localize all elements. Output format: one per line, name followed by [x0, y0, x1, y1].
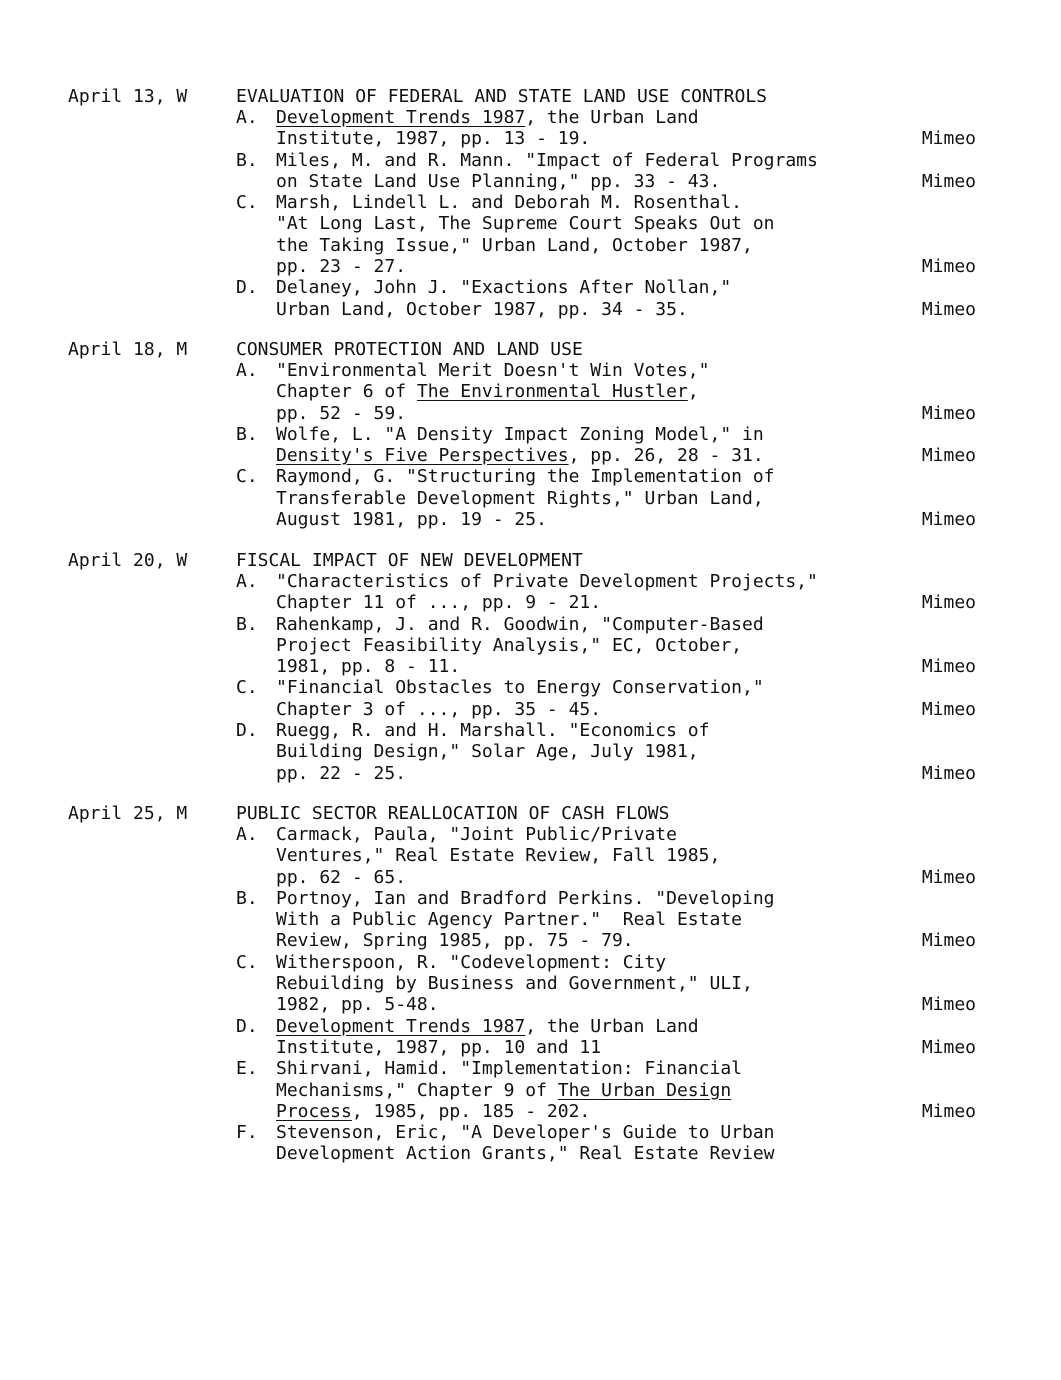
citation-line [276, 763, 896, 784]
item-letter: B. [236, 887, 258, 909]
citation-line [276, 614, 896, 635]
reading-list [236, 571, 976, 784]
citation-line [276, 403, 896, 424]
citation-line [276, 192, 896, 213]
reading-item [236, 424, 976, 467]
reading-item [236, 571, 976, 614]
citation-text: Chapter 11 of ..., pp. 9 - 21. [276, 592, 602, 614]
citation-text: , 1985, pp. 185 - 202. [351, 1100, 591, 1122]
item-citation [276, 360, 896, 424]
item-letter: A. [236, 824, 258, 845]
reading-item [236, 614, 976, 678]
citation-text: pp. 52 - 59. [276, 402, 407, 424]
underlined-title: Density's Five Perspectives [276, 445, 569, 467]
citation-line [276, 1122, 896, 1143]
citation-line [276, 445, 896, 466]
item-letter: B. [236, 149, 258, 171]
item-letter: B. [236, 423, 258, 445]
reading-item [236, 952, 976, 1016]
citation-text: Miles, M. and R. Mann. "Impact of Federal Programs [276, 149, 818, 171]
reading-list [236, 360, 976, 530]
citation-line [276, 235, 896, 256]
item-citation [276, 677, 896, 720]
item-citation [276, 192, 896, 277]
citation-line [276, 277, 896, 298]
citation-text: 1981, pp. 8 - 11. [276, 656, 461, 678]
item-letter: A. [236, 571, 258, 592]
item-citation [276, 107, 896, 150]
citation-text: pp. 22 - 25. [276, 762, 407, 784]
reading-item [236, 1058, 976, 1122]
item-letter: F. [236, 1122, 258, 1144]
citation-text: Shirvani, Hamid. "Implementation: Financial [276, 1058, 742, 1080]
citation-line [276, 994, 896, 1015]
reading-item [236, 150, 976, 193]
citation-text: on State Land Use Planning," pp. 33 - 43. [276, 170, 721, 192]
mimeo-note: Mimeo [921, 445, 976, 467]
citation-line [276, 509, 896, 530]
mimeo-note: Mimeo [921, 1036, 976, 1058]
item-letter: E. [236, 1058, 258, 1080]
citation-line [276, 824, 896, 845]
reading-item [236, 466, 976, 530]
session-title: FISCAL IMPACT OF NEW DEVELOPMENT [236, 550, 583, 571]
reading-item [236, 1122, 976, 1165]
citation-text: Witherspoon, R. "Codevelopment: City [276, 951, 667, 973]
citation-text: "Financial Obstacles to Energy Conservation," [276, 677, 764, 699]
item-letter: C. [236, 677, 258, 699]
citation-line [276, 150, 896, 171]
citation-text: the Taking Issue," Urban Land, October 1987, [276, 234, 753, 256]
reading-item [236, 277, 976, 320]
citation-text: Ventures," Real Estate Review, Fall 1985, [276, 845, 721, 867]
reading-item [236, 888, 976, 952]
underlined-title: The Environmental Hustler [416, 381, 688, 403]
citation-line [276, 867, 896, 888]
mimeo-note: Mimeo [921, 170, 976, 192]
item-citation [276, 1058, 896, 1122]
underlined-title: Process [276, 1100, 352, 1122]
item-letter: A. [236, 107, 258, 128]
reading-item [236, 824, 976, 888]
underlined-title: Development Trends 1987 [276, 107, 526, 128]
citation-line [276, 107, 896, 128]
citation-line [276, 488, 896, 509]
citation-line [276, 888, 896, 909]
mimeo-note: Mimeo [921, 256, 976, 278]
mimeo-note: Mimeo [921, 762, 976, 784]
item-letter: D. [236, 277, 258, 299]
citation-line [276, 256, 896, 277]
citation-text: pp. 23 - 27. [276, 256, 407, 278]
citation-line [276, 699, 896, 720]
mimeo-note: Mimeo [921, 402, 976, 424]
session-title: PUBLIC SECTOR REALLOCATION OF CASH FLOWS [236, 803, 670, 824]
citation-text: Institute, 1987, pp. 13 - 19. [276, 128, 591, 150]
item-letter: D. [236, 1015, 258, 1037]
citation-text: Rahenkamp, J. and R. Goodwin, "Computer-Based [276, 613, 764, 635]
citation-line [276, 571, 896, 592]
citation-text: Wolfe, L. "A Density Impact Zoning Model," in [276, 423, 764, 445]
item-citation [276, 720, 896, 784]
mimeo-note: Mimeo [921, 298, 976, 320]
citation-line [276, 1037, 896, 1058]
session-date: April 18, M [68, 339, 188, 360]
citation-line [276, 845, 896, 866]
item-citation [276, 571, 896, 614]
citation-text: Mechanisms," Chapter 9 of [276, 1079, 558, 1101]
citation-line [276, 741, 896, 762]
item-citation [276, 150, 896, 193]
mimeo-note: Mimeo [921, 866, 976, 888]
item-letter: C. [236, 951, 258, 973]
item-citation [276, 952, 896, 1016]
citation-text: Portnoy, Ian and Bradford Perkins. "Developing [276, 887, 775, 909]
citation-line [276, 381, 896, 402]
citation-line [276, 1058, 896, 1079]
citation-line [276, 466, 896, 487]
citation-text: "Environmental Merit Doesn't Win Votes," [276, 360, 710, 381]
reading-item [236, 107, 976, 150]
citation-line [276, 171, 896, 192]
mimeo-note: Mimeo [921, 656, 976, 678]
item-citation [276, 277, 896, 320]
citation-line [276, 299, 896, 320]
citation-text: , pp. 26, 28 - 31. [568, 445, 764, 467]
citation-text: , [687, 381, 699, 403]
item-citation [276, 466, 896, 530]
citation-text: Development Action Grants," Real Estate Review [276, 1143, 775, 1165]
citation-line [276, 930, 896, 951]
citation-text: With a Public Agency Partner." Real Estate [276, 909, 742, 931]
citation-text: August 1981, pp. 19 - 25. [276, 509, 547, 531]
item-citation [276, 1122, 896, 1165]
citation-text: Stevenson, Eric, "A Developer's Guide to Urban [276, 1122, 775, 1144]
citation-text: "At Long Last, The Supreme Court Speaks Out on [276, 213, 775, 235]
citation-line [276, 1016, 896, 1037]
citation-line [276, 909, 896, 930]
mimeo-note: Mimeo [921, 994, 976, 1016]
mimeo-note: Mimeo [921, 698, 976, 720]
underlined-title: Development Trends 1987 [276, 1015, 526, 1037]
underlined-title: The Urban Design [557, 1079, 732, 1101]
citation-text: Delaney, John J. "Exactions After Nollan," [276, 277, 732, 299]
citation-text: , the Urban Land [525, 1015, 699, 1037]
citation-line [276, 1101, 896, 1122]
item-citation [276, 824, 896, 888]
citation-text: Chapter 3 of ..., pp. 35 - 45. [276, 698, 602, 720]
session-title: CONSUMER PROTECTION AND LAND USE [236, 339, 583, 360]
item-citation [276, 1016, 896, 1059]
citation-line [276, 213, 896, 234]
citation-text: Marsh, Lindell L. and Deborah M. Rosenthal. [276, 192, 742, 214]
citation-line [276, 677, 896, 698]
citation-text: Chapter 6 of [276, 381, 417, 403]
item-letter: C. [236, 466, 258, 488]
citation-text: "Characteristics of Private Development Projects," [276, 571, 818, 592]
session-date: April 25, M [68, 803, 188, 824]
citation-text: Carmack, Paula, "Joint Public/Private [276, 824, 677, 845]
citation-line [276, 360, 896, 381]
citation-line [276, 656, 896, 677]
session-title: EVALUATION OF FEDERAL AND STATE LAND USE CONTROLS [236, 86, 768, 107]
reading-item [236, 720, 976, 784]
citation-text: Raymond, G. "Structuring the Implementation of [276, 466, 775, 488]
mimeo-note: Mimeo [921, 509, 976, 531]
item-letter: D. [236, 720, 258, 742]
reading-item [236, 360, 976, 424]
citation-line [276, 1080, 896, 1101]
citation-line [276, 635, 896, 656]
item-letter: A. [236, 360, 258, 381]
citation-line [276, 973, 896, 994]
citation-text: Rebuilding by Business and Government," ULI, [276, 973, 753, 995]
citation-line [276, 424, 896, 445]
citation-line [276, 128, 896, 149]
item-letter: C. [236, 192, 258, 214]
citation-line [276, 952, 896, 973]
citation-text: Ruegg, R. and H. Marshall. "Economics of [276, 720, 710, 742]
citation-text: , the Urban Land [525, 107, 699, 128]
session-date: April 13, W [68, 86, 188, 107]
citation-line [276, 1143, 896, 1164]
citation-text: Transferable Development Rights," Urban Land, [276, 487, 764, 509]
mimeo-note: Mimeo [921, 930, 976, 952]
citation-text: Project Feasibility Analysis," EC, October, [276, 634, 742, 656]
reading-item [236, 192, 976, 277]
reading-list [236, 824, 976, 1165]
citation-text: pp. 62 - 65. [276, 866, 407, 888]
mimeo-note: Mimeo [921, 128, 976, 150]
citation-text: Urban Land, October 1987, pp. 34 - 35. [276, 298, 688, 320]
item-citation [276, 614, 896, 678]
item-letter: B. [236, 613, 258, 635]
citation-text: Building Design," Solar Age, July 1981, [276, 741, 699, 763]
citation-line [276, 592, 896, 613]
reading-item [236, 677, 976, 720]
mimeo-note: Mimeo [921, 592, 976, 614]
reading-list [236, 107, 976, 320]
citation-text: Institute, 1987, pp. 10 and 11 [276, 1036, 602, 1058]
item-citation [276, 424, 896, 467]
citation-line [276, 720, 896, 741]
session-date: April 20, W [68, 550, 188, 571]
citation-text: 1982, pp. 5-48. [276, 994, 439, 1016]
citation-text: Review, Spring 1985, pp. 75 - 79. [276, 930, 634, 952]
reading-item [236, 1016, 976, 1059]
mimeo-note: Mimeo [921, 1100, 976, 1122]
item-citation [276, 888, 896, 952]
